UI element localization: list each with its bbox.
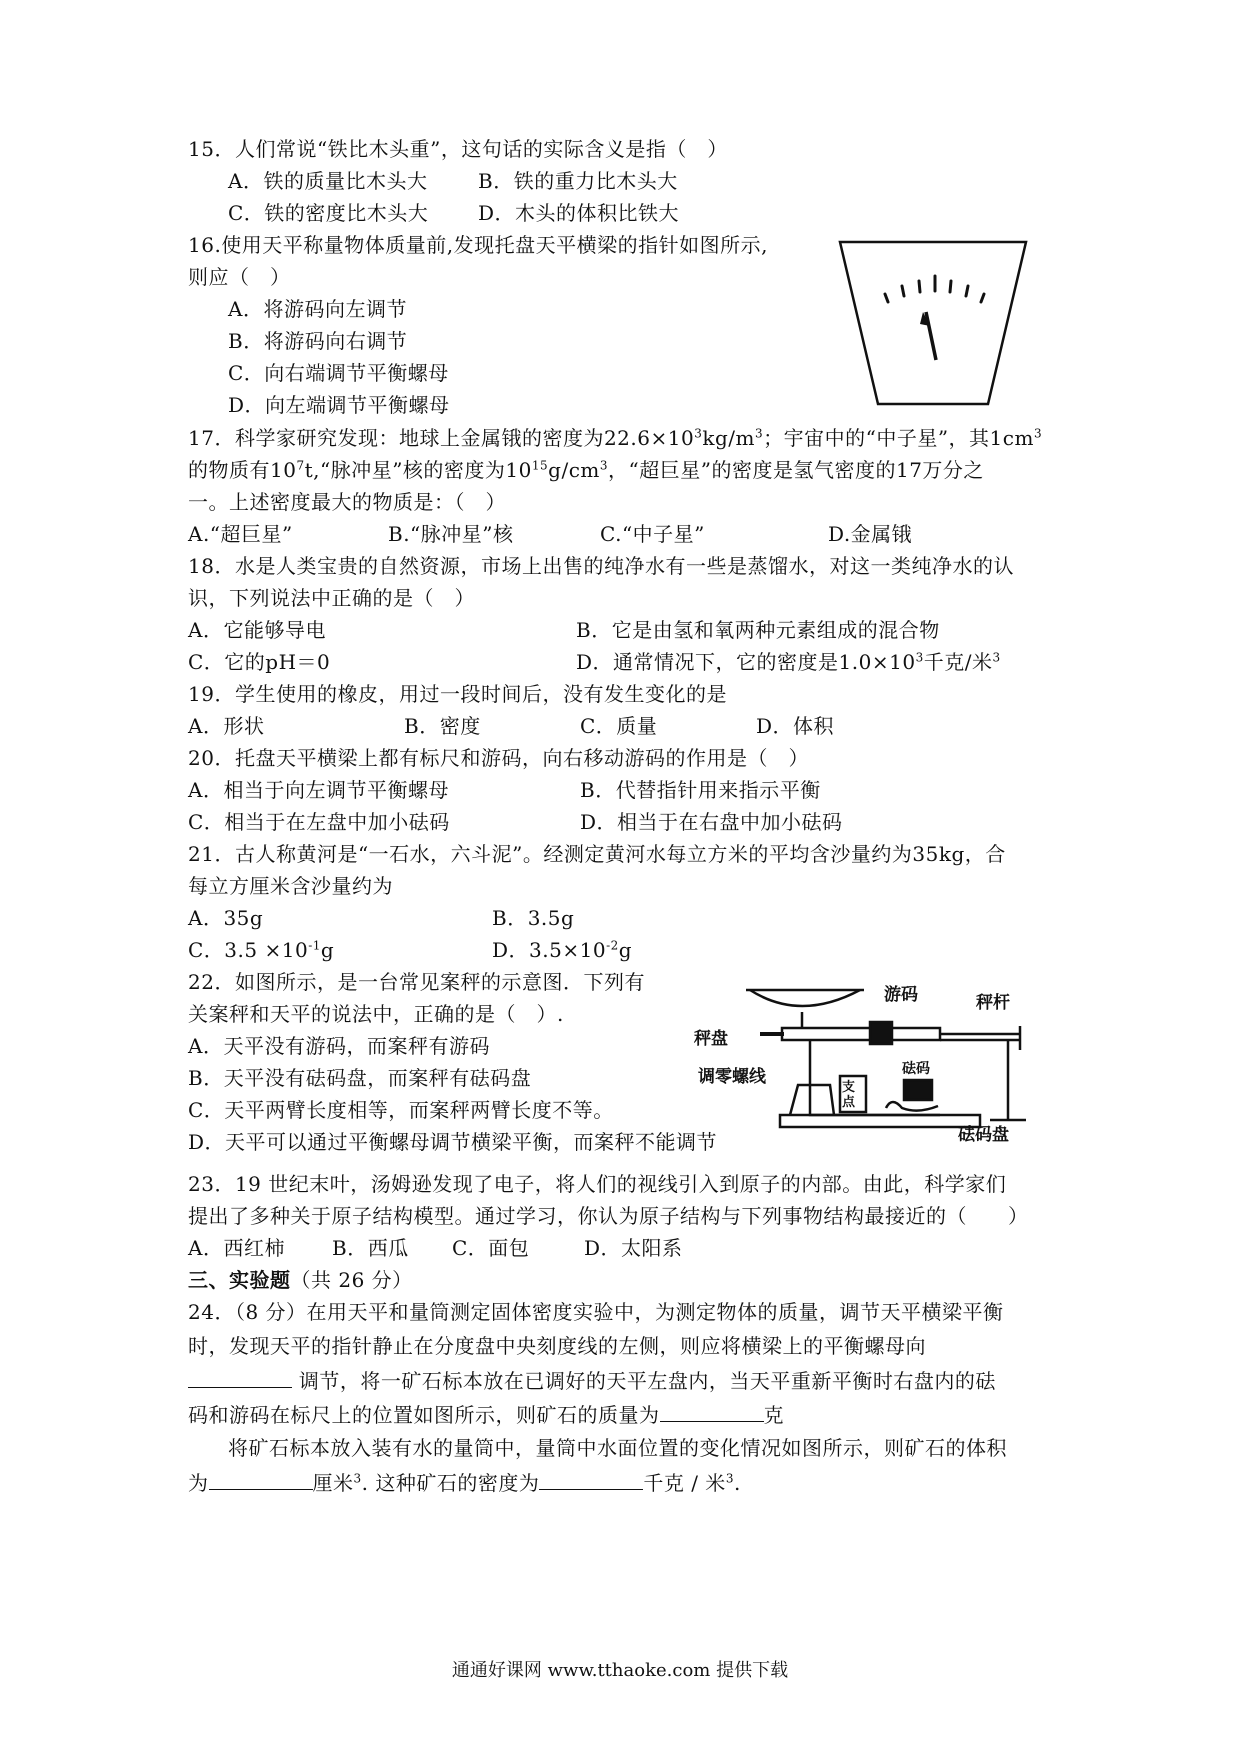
q18-option-c: C．它的pH＝0 <box>188 650 331 674</box>
q23-option-b: B．西瓜 <box>332 1236 409 1260</box>
q17-line1 <box>188 425 1042 451</box>
q16-option-d: D．向左端调节平衡螺母 <box>228 393 450 417</box>
label-fama: 砝码 <box>902 1061 930 1077</box>
q22-option-a: A．天平没有游码，而案秤有游码 <box>188 1034 490 1058</box>
label-chengpan: 秤盘 <box>694 1029 728 1049</box>
q24-line3-text: 调节，将一矿石标本放在已调好的天平左盘内，当天平重新平衡时右盘内的砝 <box>298 1369 996 1393</box>
q17-line2-sup3: 3 <box>599 458 609 473</box>
q23-option-c: C．面包 <box>452 1236 530 1260</box>
section-heading <box>188 1267 413 1293</box>
q19-stem: 19．学生使用的橡皮，用过一段时间后，没有发生变化的是 <box>188 682 727 706</box>
q21-option-d-unit: g <box>618 938 633 962</box>
q24-line6-d: . 这种矿石的密度为 <box>361 1471 540 1495</box>
q15-option-c: C．铁的密度比木头大 <box>228 201 429 225</box>
q20-option-a: A．相当于向左调节平衡螺母 <box>188 778 449 802</box>
q24-blank-volume[interactable] <box>209 1469 313 1490</box>
q17-line1-sup1: 3 <box>694 426 703 441</box>
label-chenggan: 秤杆 <box>976 993 1010 1013</box>
q18-option-d-a: D．通常情况下，它的密度是1.0×10 <box>576 650 916 674</box>
q24-line6-a: 为 <box>188 1471 209 1495</box>
balance-pointer-figure <box>838 240 1028 406</box>
q21-option-c <box>188 937 334 963</box>
q24-line4-unit: 克 <box>763 1403 784 1427</box>
label-zhidian: 支点 <box>842 1080 856 1110</box>
q20-option-b: B．代替指针用来指示平衡 <box>580 778 821 802</box>
label-youma: 游码 <box>884 985 918 1005</box>
q24-blank-density[interactable] <box>539 1469 643 1490</box>
q18-line1: 18．水是人类宝贵的自然资源，市场上出售的纯净水有一些是蒸馏水，对这一类纯净水的认 <box>188 554 1014 578</box>
q17-line2-sup2: 15 <box>531 458 549 473</box>
q17-option-b: B.“脉冲星”核 <box>388 522 514 546</box>
q20-stem: 20．托盘天平横梁上都有标尺和游码，向右移动游码的作用是（ ） <box>188 746 809 770</box>
q18-option-a: A．它能够导电 <box>188 618 326 642</box>
q22-option-d: D．天平可以通过平衡螺母调节横梁平衡，而案秤不能调节 <box>188 1130 718 1154</box>
q15-option-d: D．木头的体积比铁大 <box>478 201 680 225</box>
q22-line2: 关案秤和天平的说法中，正确的是（ ）. <box>188 1002 564 1026</box>
q24-line4 <box>188 1401 784 1428</box>
q17-line2-c: t,“脉冲星”核的密度为10 <box>304 458 532 482</box>
q15-option-a: A．铁的质量比木头大 <box>228 169 428 193</box>
q17-line3: 一。上述密度最大的物质是：（ ） <box>188 490 506 514</box>
q24-blank-direction[interactable] <box>188 1367 292 1388</box>
q24-line5: 将矿石标本放入装有水的量筒中，量筒中水面位置的变化情况如图所示，则矿石的体积 <box>228 1436 1007 1460</box>
q18-option-d-sup2: 3 <box>992 650 1001 665</box>
q17-line1-sup3: 3 <box>1033 426 1043 441</box>
q17-line2-a: 的物质有10 <box>188 458 297 482</box>
q18-option-b: B．它是由氢和氧两种元素组成的混合物 <box>576 618 940 642</box>
q17-line1-e: ；宇宙中的“中子星”，其1cm <box>763 426 1034 450</box>
q17-line1-a: 17．科学家研究发现：地球上金属锇的密度为22.6×10 <box>188 426 695 450</box>
q17-line2-g: ，“超巨星”的密度是氢气密度的17万分之 <box>608 458 984 482</box>
q24-line6-e: 千克 / 米 <box>643 1471 726 1495</box>
q24-line2: 时，发现天平的指针静止在分度盘中央刻度线的左侧，则应将横梁上的平衡螺母向 <box>188 1334 926 1358</box>
q21-option-c-sup: -1 <box>308 938 321 953</box>
section-note: （共 26 分） <box>290 1268 413 1292</box>
q24-line6 <box>188 1469 741 1496</box>
q15-stem: 15．人们常说“铁比木头重”，这句话的实际含义是指（ ） <box>188 137 728 161</box>
q17-line1-sup2: 3 <box>754 426 764 441</box>
section-title: 三、实验题 <box>188 1268 291 1292</box>
q24-line6-sup1: 3 <box>353 1471 362 1486</box>
q24-line6-sup2: 3 <box>725 1471 734 1486</box>
q16-stem-line2: 则应（ ） <box>188 265 291 289</box>
q24-line6-g: . <box>733 1471 741 1495</box>
q19-option-a: A．形状 <box>188 714 265 738</box>
q21-option-a: A．35g <box>188 906 264 930</box>
q24-line3 <box>188 1367 996 1394</box>
q21-option-d-a: D．3.5×10 <box>492 938 607 962</box>
q17-line1-c: kg/m <box>702 426 755 450</box>
q20-option-c: C．相当于在左盘中加小砝码 <box>188 810 450 834</box>
q23-line1: 23．19 世纪末叶，汤姆逊发现了电子，将人们的视线引入到原子的内部。由此，科学家们 <box>188 1172 1007 1196</box>
q17-option-d: D.金属锇 <box>828 522 913 546</box>
q24-line4-text: 码和游码在标尺上的位置如图所示，则矿石的质量为 <box>188 1403 660 1427</box>
q23-option-a: A．西红柿 <box>188 1236 285 1260</box>
q19-option-d: D．体积 <box>756 714 835 738</box>
q18-option-d-sup1: 3 <box>915 650 924 665</box>
q24-line6-b: 厘米 <box>312 1471 354 1495</box>
q19-option-c: C．质量 <box>580 714 658 738</box>
label-famapan: 砝码盘 <box>958 1125 1009 1145</box>
q22-option-b: B．天平没有砝码盘，而案秤有砝码盘 <box>188 1066 532 1090</box>
q21-option-d <box>492 937 632 963</box>
q20-option-d: D．相当于在右盘中加小砝码 <box>580 810 843 834</box>
q16-option-b: B．将游码向右调节 <box>228 329 408 353</box>
label-tiaoling: 调零螺线 <box>698 1067 766 1087</box>
q22-option-c: C．天平两臂长度相等，而案秤两臂长度不等。 <box>188 1098 614 1122</box>
q17-option-c: C.“中子星” <box>600 522 705 546</box>
q22-line1: 22．如图所示，是一台常见案秤的示意图．下列有 <box>188 970 645 994</box>
q18-line2: 识，下列说法中正确的是（ ） <box>188 586 475 610</box>
q17-line2-sup1: 7 <box>296 458 305 473</box>
q23-option-d: D．太阳系 <box>584 1236 683 1260</box>
q17-line2-e: g/cm <box>548 458 600 482</box>
q16-option-a: A．将游码向左调节 <box>228 297 407 321</box>
q23-line2: 提出了多种关于原子结构模型。通过学习，你认为原子结构与下列事物结构最接近的（ ） <box>188 1204 1029 1228</box>
q21-option-c-unit: g <box>320 938 335 962</box>
q21-option-c-a: C．3.5 ×10 <box>188 938 309 962</box>
q19-option-b: B．密度 <box>404 714 481 738</box>
q17-option-a: A.“超巨星” <box>188 522 293 546</box>
q15-option-b: B．铁的重力比木头大 <box>478 169 678 193</box>
q17-line2 <box>188 457 984 483</box>
q16-stem-line1: 16.使用天平称量物体质量前,发现托盘天平横梁的指针如图所示, <box>188 233 769 257</box>
q18-option-d <box>576 649 1001 675</box>
q24-blank-mass[interactable] <box>660 1401 764 1422</box>
page-footer: 通通好课网 www.tthaoke.com 提供下载 <box>451 1660 789 1681</box>
platform-scale-figure <box>690 980 1070 1146</box>
q21-option-b: B．3.5g <box>492 906 575 930</box>
q21-option-d-sup: -2 <box>606 938 619 953</box>
q16-option-c: C．向右端调节平衡螺母 <box>228 361 449 385</box>
q18-option-d-c: 千克/米 <box>923 650 993 674</box>
q24-line1: 24．（8 分）在用天平和量筒测定固体密度实验中，为测定物体的质量，调节天平横梁平衡 <box>188 1300 1004 1324</box>
q21-line1: 21．古人称黄河是“一石水，六斗泥”。经测定黄河水每立方米的平均含沙量约为35kg，合 <box>188 842 1006 866</box>
q21-line2: 每立方厘米含沙量约为 <box>188 874 393 898</box>
